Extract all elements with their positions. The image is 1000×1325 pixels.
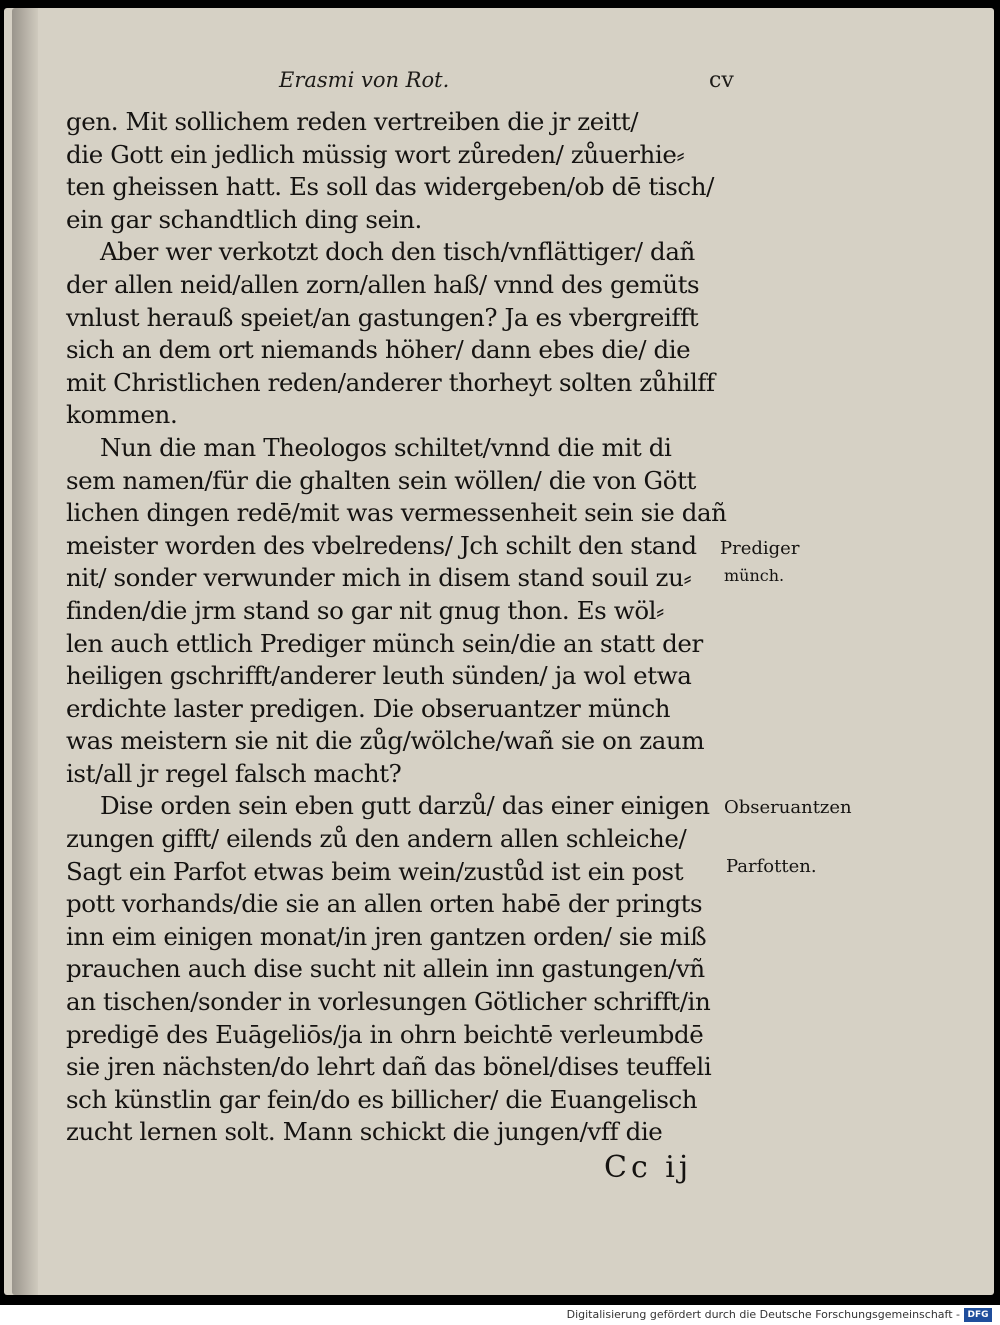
footer-bar	[0, 1305, 1000, 1325]
text-line: Nun die man Theologos schiltet/vnnd die mit di	[100, 432, 672, 462]
signature-mark: Cc ij	[604, 1150, 693, 1185]
text-line: sch künstlin gar fein/do es billicher/ die Euangelisch	[66, 1084, 698, 1114]
text-line: ist/all jr regel falsch macht?	[66, 758, 402, 788]
text-line: meister worden des vbelredens/ Jch schilt den stand	[66, 530, 697, 560]
text-line: die Gott ein jedlich müssig wort zůreden/ zůuerhie⸗	[66, 139, 685, 169]
text-line: ein gar schandtlich ding sein.	[66, 204, 422, 234]
text-line: Dise orden sein eben gutt darzů/ das einer einigen	[100, 791, 710, 821]
text-line: predigē des Euāgeliōs/ja in ohrn beichtē verleumbdē	[66, 1019, 704, 1049]
folio-number: cv	[709, 68, 734, 93]
text-line: kommen.	[66, 400, 178, 430]
text-line: prauchen auch dise sucht nit allein inn gastungen/vñ	[66, 954, 705, 984]
text-line: sich an dem ort niemands höher/ dann ebes die/ die	[66, 335, 691, 365]
book-page	[4, 8, 994, 1295]
text-line: lichen dingen redē/mit was vermessenheit sein sie dañ	[66, 498, 727, 528]
text-line: Sagt ein Parfot etwas beim wein/zustůd ist ein post	[66, 856, 684, 886]
dfg-logo: DFG	[964, 1308, 992, 1322]
page-binding-edge	[12, 8, 38, 1295]
margin-note-muench: münch.	[724, 566, 785, 585]
text-line: erdichte laster predigen. Die obseruantzer münch	[66, 693, 671, 723]
margin-note-parfotten: Parfotten.	[726, 856, 817, 877]
text-line: zungen gifft/ eilends zů den andern allen schleiche/	[66, 824, 687, 854]
text-line: nit/ sonder verwunder mich in disem stand souil zu⸗	[66, 563, 692, 593]
text-line: gen. Mit sollichem reden vertreiben die jr zeitt/	[66, 107, 639, 136]
text-line: finden/die jrm stand so gar nit gnug thon. Es wöl⸗	[66, 595, 664, 625]
margin-note-observantzen: Obseruantzen	[724, 797, 852, 818]
text-line: pott vorhands/die sie an allen orten habē der pringts	[66, 889, 703, 919]
text-line: sie jren nächsten/do lehrt dañ das bönel/dises teuffeli	[66, 1052, 712, 1082]
text-line: an tischen/sonder in vorlesungen Götlicher schrifft/in	[66, 987, 711, 1017]
text-line: Aber wer verkotzt doch den tisch/vnflättiger/ dañ	[100, 237, 695, 267]
text-line: was meistern sie nit die zůg/wölche/wañ sie on zaum	[66, 726, 705, 756]
text-line: der allen neid/allen zorn/allen haß/ vnnd des gemüts	[66, 269, 700, 299]
text-line: vnlust herauß speiet/an gastungen? Ja es vbergreifft	[66, 302, 699, 332]
text-line: len auch ettlich Prediger münch sein/die an statt der	[66, 628, 703, 658]
text-line: mit Christlichen reden/anderer thorheyt solten zůhilff	[66, 367, 715, 397]
funding-credit: Digitalisierung gefördert durch die Deutsche Forschungsgemeinschaft -	[566, 1308, 960, 1321]
text-line: inn eim einigen monat/in jren gantzen orden/ sie miß	[66, 921, 707, 951]
margin-note-prediger: Prediger	[720, 538, 800, 559]
text-line: heiligen gschrifft/anderer leuth sünden/ ja wol etwa	[66, 661, 692, 691]
main-text-block	[66, 106, 726, 1149]
text-line: zucht lernen solt. Mann schickt die jungen/vff die	[66, 1117, 663, 1147]
page-header	[4, 68, 994, 98]
running-head: Erasmi von Rot.	[279, 68, 450, 92]
text-line: sem namen/für die ghalten sein wöllen/ die von Gött	[66, 465, 696, 495]
text-line: ten gheissen hatt. Es soll das widergeben/ob dē tisch/	[66, 172, 714, 202]
